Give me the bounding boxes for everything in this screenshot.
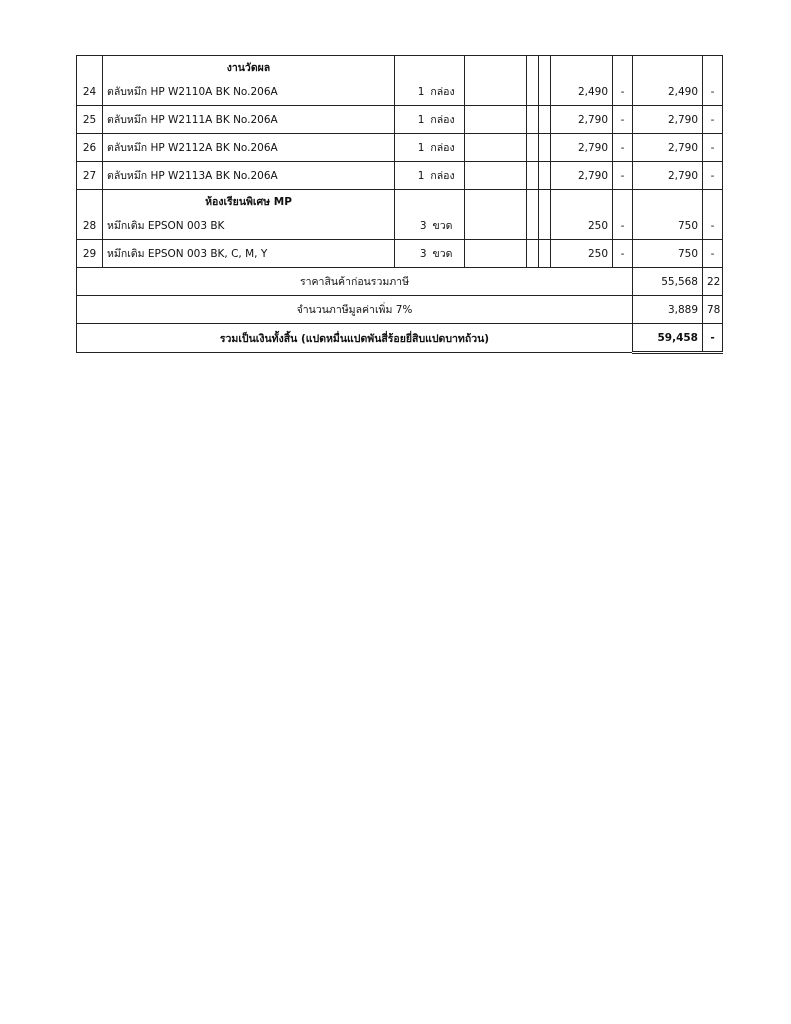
section-title: งานวัดผล xyxy=(103,56,395,79)
item-unit-price-decimal: - xyxy=(613,240,633,268)
table-body xyxy=(77,56,723,353)
subtotal-row xyxy=(77,268,723,296)
item-number: 29 xyxy=(77,240,103,268)
item-total-decimal: - xyxy=(703,134,723,162)
table-row xyxy=(77,106,723,134)
item-number: 24 xyxy=(77,78,103,106)
item-unit: กล่อง xyxy=(430,170,455,182)
item-unit-price: 2,790 xyxy=(551,106,613,134)
item-unit-price: 250 xyxy=(551,212,613,240)
item-unit-price-decimal: - xyxy=(613,212,633,240)
vat-label: จำนวนภาษีมูลค่าเพิ่ม 7% xyxy=(77,296,633,324)
subtotal-decimal: 22 xyxy=(703,268,723,296)
item-name: ตลับหมึก HP W2112A BK No.206A xyxy=(103,134,395,162)
item-unit: ขวด xyxy=(432,248,453,260)
item-qty: 1 xyxy=(417,142,425,154)
grand-total-row xyxy=(77,324,723,353)
table-row xyxy=(77,78,723,106)
table-row xyxy=(77,134,723,162)
table-row xyxy=(77,162,723,190)
grand-total-value: 59,458 xyxy=(633,324,703,353)
item-unit-price-decimal: - xyxy=(613,78,633,106)
item-total-decimal: - xyxy=(703,212,723,240)
grand-total-label: รวมเป็นเงินทั้งสิ้น (แปดหมื่นแปดพันสี่ร้อยยี่สิบแปดบาทถ้วน) xyxy=(77,324,633,353)
item-unit-price: 2,490 xyxy=(551,78,613,106)
item-total-decimal: - xyxy=(703,162,723,190)
item-qty: 1 xyxy=(417,170,425,182)
vat-row xyxy=(77,296,723,324)
item-name: หมึกเติม EPSON 003 BK, C, M, Y xyxy=(103,240,395,268)
item-number: 26 xyxy=(77,134,103,162)
item-qty: 1 xyxy=(417,86,425,98)
item-unit: ขวด xyxy=(432,220,453,232)
item-unit: กล่อง xyxy=(430,114,455,126)
item-unit: กล่อง xyxy=(430,86,455,98)
item-unit-price-decimal: - xyxy=(613,134,633,162)
item-number: 27 xyxy=(77,162,103,190)
item-name: หมึกเติม EPSON 003 BK xyxy=(103,212,395,240)
item-name: ตลับหมึก HP W2110A BK No.206A xyxy=(103,78,395,106)
item-unit-price: 2,790 xyxy=(551,162,613,190)
item-unit: กล่อง xyxy=(430,142,455,154)
item-number: 25 xyxy=(77,106,103,134)
item-total: 750 xyxy=(633,212,703,240)
section-header-row xyxy=(77,190,723,213)
item-total: 2,790 xyxy=(633,162,703,190)
section-header-row xyxy=(77,56,723,79)
item-total-decimal: - xyxy=(703,240,723,268)
item-unit-price-decimal: - xyxy=(613,106,633,134)
vat-decimal: 78 xyxy=(703,296,723,324)
purchase-items-table xyxy=(76,55,723,354)
subtotal-label: ราคาสินค้าก่อนรวมภาษี xyxy=(77,268,633,296)
item-number: 28 xyxy=(77,212,103,240)
item-total-decimal: - xyxy=(703,78,723,106)
section-title: ห้องเรียนพิเศษ MP xyxy=(103,190,395,213)
subtotal-value: 55,568 xyxy=(633,268,703,296)
item-total: 750 xyxy=(633,240,703,268)
table-row xyxy=(77,212,723,240)
table-row xyxy=(77,240,723,268)
item-unit-price: 2,790 xyxy=(551,134,613,162)
item-unit-price-decimal: - xyxy=(613,162,633,190)
item-qty: 1 xyxy=(417,114,425,126)
vat-value: 3,889 xyxy=(633,296,703,324)
item-name: ตลับหมึก HP W2111A BK No.206A xyxy=(103,106,395,134)
item-unit-price: 250 xyxy=(551,240,613,268)
item-total: 2,490 xyxy=(633,78,703,106)
item-total: 2,790 xyxy=(633,106,703,134)
item-total-decimal: - xyxy=(703,106,723,134)
item-name: ตลับหมึก HP W2113A BK No.206A xyxy=(103,162,395,190)
item-total: 2,790 xyxy=(633,134,703,162)
item-qty: 3 xyxy=(419,248,427,260)
grand-total-decimal: - xyxy=(703,324,723,353)
item-qty: 3 xyxy=(419,220,427,232)
